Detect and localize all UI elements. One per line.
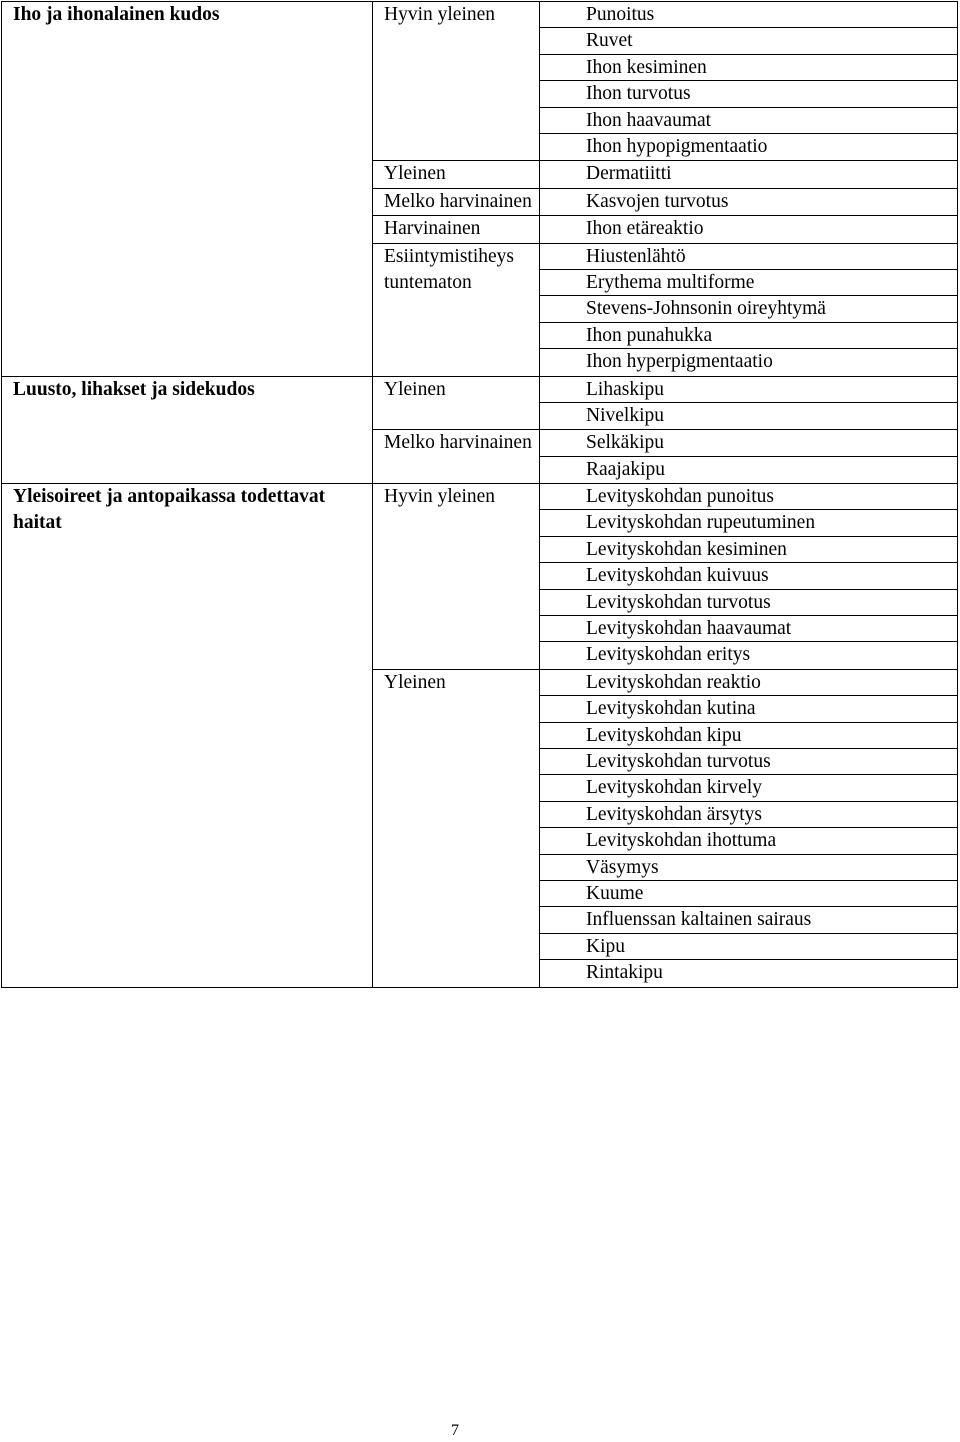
reaction-item: Levityskohdan kipu [540, 723, 957, 749]
reaction-item: Kipu [540, 934, 957, 960]
reaction-item: Ihon turvotus [540, 81, 957, 107]
table-row [2, 484, 958, 670]
frequency-label: Hyvin yleinen [384, 4, 496, 25]
reaction-item: Levityskohdan rupeutuminen [540, 510, 957, 536]
frequency-label: Yleinen [384, 163, 446, 185]
frequency-label: Melko harvinainen [384, 432, 532, 454]
reaction-item: Ihon kesiminen [540, 55, 957, 81]
organ-class-label: Iho ja ihonalainen kudos [13, 4, 220, 25]
reaction-item: Stevens-Johnsonin oireyhtymä [540, 296, 957, 322]
reaction-item: Hiustenlähtö [540, 244, 957, 270]
frequency-cell [373, 669, 540, 987]
reactions-cell [540, 243, 958, 376]
reaction-item: Levityskohdan kirvely [540, 775, 957, 801]
reaction-item: Kuume [540, 881, 957, 907]
frequency-cell [373, 161, 540, 188]
frequency-label: Yleinen [384, 378, 446, 400]
reactions-cell [540, 669, 958, 987]
frequency-cell [373, 188, 540, 215]
reaction-item: Ruvet [540, 28, 957, 54]
reaction-item: Ihon hyperpigmentaatio [586, 351, 773, 373]
frequency-label: Melko harvinainen [384, 190, 532, 212]
organ-class-cell [2, 376, 373, 484]
reactions-cell [540, 161, 958, 188]
reactions-cell [540, 376, 958, 430]
reactions-cell [540, 216, 958, 243]
reaction-item: Väsymys [540, 855, 957, 881]
adverse-reactions-table [1, 1, 958, 988]
frequency-cell [373, 243, 540, 376]
reactions-cell [540, 484, 958, 670]
reaction-item: Nivelkipu [586, 404, 664, 426]
organ-class-label: Yleisoireet ja antopaikassa todettavat haitat [13, 486, 326, 534]
reaction-item: Selkäkipu [540, 430, 957, 456]
frequency-cell [373, 376, 540, 430]
frequency-label: Harvinainen [384, 218, 481, 240]
reaction-item: Ihon etäreaktio [586, 218, 704, 240]
reaction-item: Levityskohdan punoitus [540, 484, 957, 510]
frequency-label: Esiintymistiheys tuntematon [384, 245, 515, 293]
reaction-item: Levityskohdan ihottuma [540, 828, 957, 854]
frequency-cell [373, 430, 540, 484]
reaction-item: Levityskohdan eritys [586, 644, 751, 666]
organ-class-cell [2, 484, 373, 987]
reaction-item: Levityskohdan kutina [540, 696, 957, 722]
reaction-item: Dermatiitti [586, 163, 672, 185]
organ-class-label: Luusto, lihakset ja sidekudos [13, 378, 255, 400]
reaction-item: Punoitus [540, 2, 957, 28]
reaction-item: Raajakipu [586, 458, 666, 480]
reaction-item: Ihon haavaumat [540, 108, 957, 134]
reaction-item: Influenssan kaltainen sairaus [540, 907, 957, 933]
reactions-cell [540, 188, 958, 215]
reactions-cell [540, 430, 958, 484]
reactions-cell [540, 2, 958, 161]
reaction-item: Levityskohdan kesiminen [540, 537, 957, 563]
table-row [2, 2, 958, 161]
reaction-item: Rintakipu [586, 962, 663, 984]
reaction-item: Kasvojen turvotus [586, 190, 729, 212]
frequency-label: Yleinen [384, 671, 446, 693]
frequency-cell [373, 216, 540, 243]
organ-class-cell [2, 2, 373, 377]
reaction-item: Levityskohdan ärsytys [540, 802, 957, 828]
table-row [2, 376, 958, 430]
reaction-item: Levityskohdan turvotus [540, 749, 957, 775]
reaction-item: Ihon punahukka [540, 323, 957, 349]
reaction-item: Levityskohdan haavaumat [540, 616, 957, 642]
frequency-label: Hyvin yleinen [384, 486, 496, 508]
reaction-item: Erythema multiforme [540, 270, 957, 296]
frequency-cell [373, 2, 540, 161]
page-number: 7 [451, 1422, 459, 1439]
reaction-item: Levityskohdan kuivuus [540, 563, 957, 589]
reaction-item: Levityskohdan turvotus [540, 590, 957, 616]
frequency-cell [373, 484, 540, 670]
reaction-item: Ihon hypopigmentaatio [586, 135, 768, 157]
reaction-item: Levityskohdan reaktio [540, 670, 957, 696]
reaction-item: Lihaskipu [540, 377, 957, 403]
